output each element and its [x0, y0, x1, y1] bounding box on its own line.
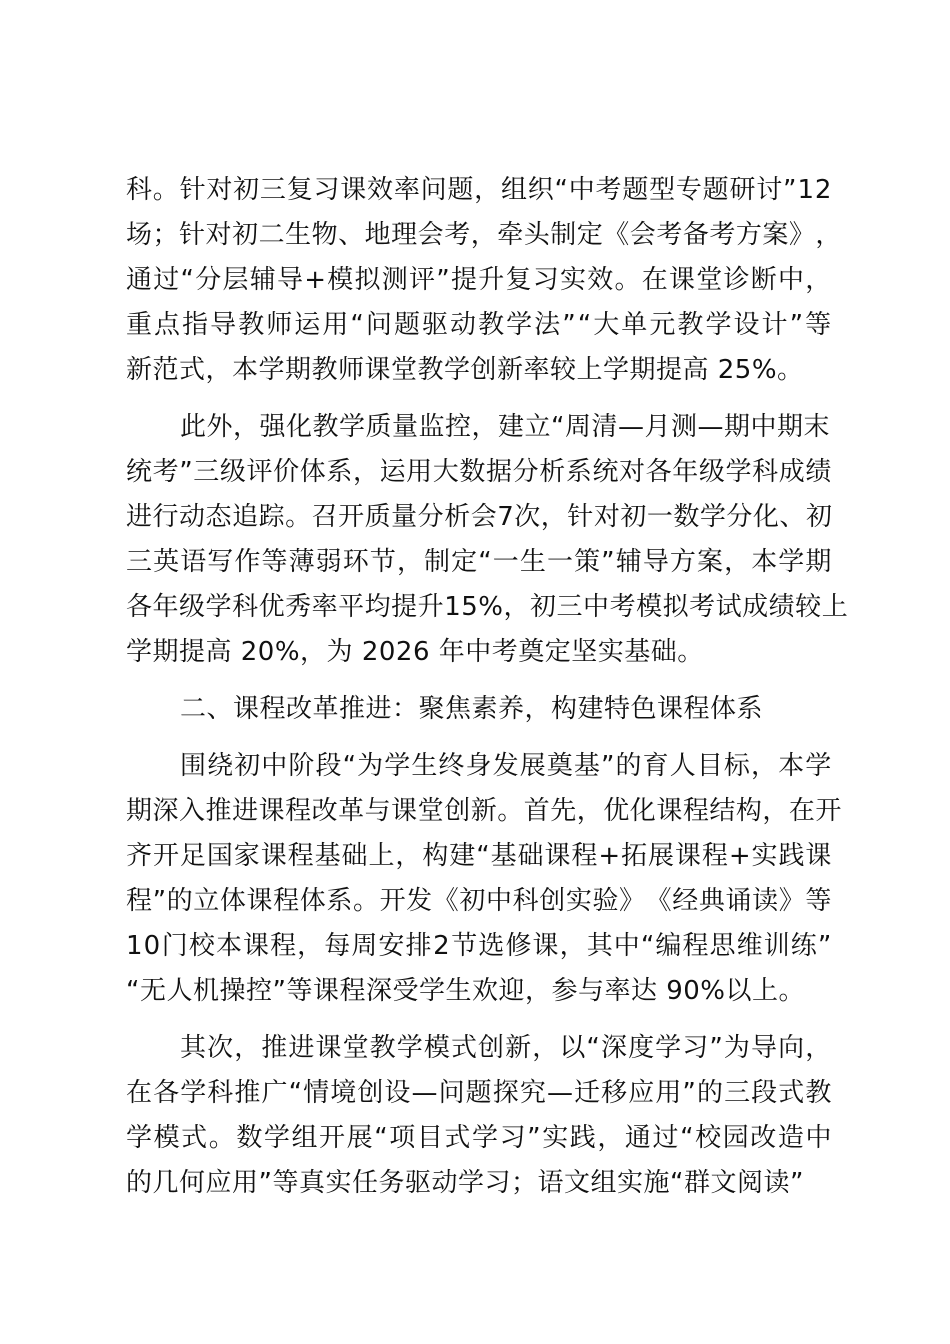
text-line: 新范式，本学期教师课堂教学创新率较上学期提高 25%。 [126, 355, 804, 385]
paragraph-4 [126, 1026, 832, 1206]
text-line: 期 深 入 推 进 课 程 改 革 与 课 堂 创 新 。 首 先 ， 优 化 课 程 结 构 ， 在 开 [126, 796, 842, 826]
text-line: 此外，强化教学质量监控，建立“周清—月测—期中期末 [180, 412, 830, 442]
text-line: 齐 开 足 国 家 课 程 基 础 上 ， 构 建 “ 基 础 课 程 + 拓 展 课 程 + 实 践 课 [126, 841, 832, 871]
text-line: 在 各 学 科 推 广 “ 情 境 创 设 — 问 题 探 究 — 迁 移 应 用 ” 的 三 段 式 教 [126, 1078, 832, 1108]
paragraph-2 [126, 405, 849, 675]
text-line: 三 英 语 写 作 等 薄 弱 环 节 ， 制 定 “ 一 生 一 策 ” 辅 导 方 案 ， 本 学 期 [126, 547, 832, 577]
text-line: 重 点 指 导 教 师 运 用 “ 问 题 驱 动 教 学 法 ” “ 大 单 元 教 学 设 计 ” 等 [126, 310, 832, 340]
text-line: 统 考 ” 三 级 评 价 体 系 ， 运 用 大 数 据 分 析 系 统 对 各 年 级 学 科 成 绩 [126, 457, 832, 487]
text-line: 程 ” 的 立 体 课 程 体 系 。 开 发 《 初 中 科 创 实 验 》 《 经 典 诵 读 》 等 [126, 886, 832, 916]
text-line: 1 0 门 校 本 课 程 ， 每 周 安 排 2 节 选 修 课 ， 其 中 “ 编 程 思 维 训 练 ” [126, 931, 832, 961]
text-line: 学期提高 20%，为 2026 年中考奠定坚实基础。 [126, 637, 704, 667]
paragraph-1 [126, 168, 842, 393]
text-line: 通 过 “ 分 层 辅 导 + 模 拟 测 评 ” 提 升 复 习 实 效 。 在 课 堂 诊 断 中 ， [126, 265, 832, 295]
text-line: 场 ； 针 对 初 二 生 物 、 地 理 会 考 ， 牵 头 制 定 《 会 考 备 考 方 案 》 ， [126, 220, 842, 250]
text-line: 各 年 级 学 科 优 秀 率 平 均 提 升 1 5 % ， 初 三 中 考 模 拟 考 试 成 绩 较 上 [126, 592, 849, 622]
text-line: 进 行 动 态 追 踪 。 召 开 质 量 分 析 会 7 次 ， 针 对 初 一 数 学 分 化 、 初 [126, 502, 833, 532]
text-line: 围 绕 初 中 阶 段 “ 为 学 生 终 身 发 展 奠 基 ” 的 育 人 目 标 ， 本 学 [180, 751, 832, 781]
text-line: 其 次 ， 推 进 课 堂 教 学 模 式 创 新 ， 以 “ 深 度 学 习 ” 为 导 向 ， [180, 1033, 832, 1063]
text-line: 的几何应用”等真实任务驱动学习；语文组实施“群文阅读” [126, 1168, 804, 1198]
text-line: 科 。 针 对 初 三 复 习 课 效 率 问 题 ， 组 织 “ 中 考 题 型 专 题 研 讨 ” 1 2 [126, 175, 832, 205]
paragraph-3 [126, 744, 842, 1014]
section-heading: 二、课程改革推进：聚焦素养，构建特色课程体系 [180, 694, 764, 724]
text-line: “无人机操控”等课程深受学生欢迎，参与率达 90%以上。 [126, 976, 805, 1006]
document-body [126, 168, 849, 1206]
text-line: 学 模 式 。 数 学 组 开 展 “ 项 目 式 学 习 ” 实 践 ， 通 过 “ 校 园 改 造 中 [126, 1123, 832, 1153]
